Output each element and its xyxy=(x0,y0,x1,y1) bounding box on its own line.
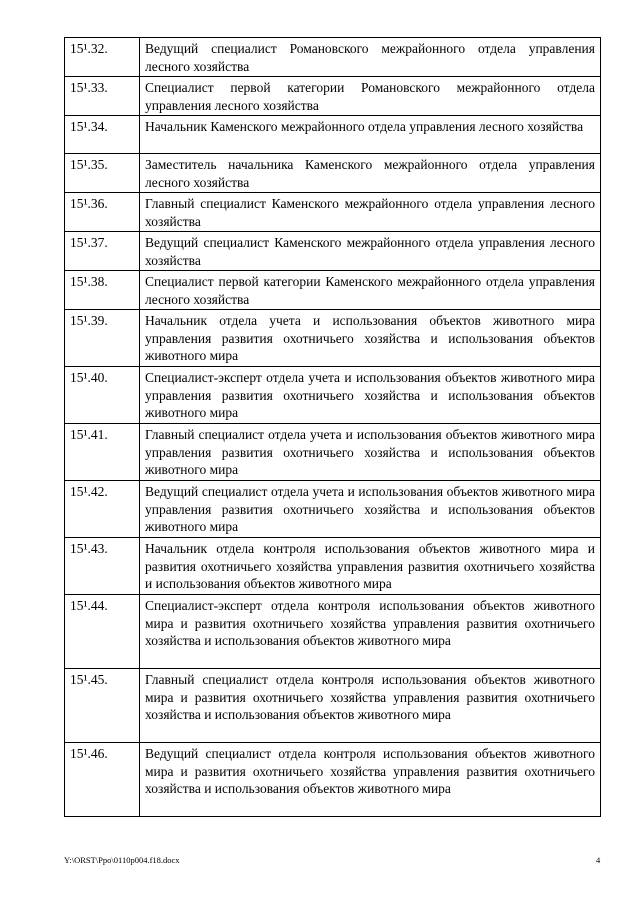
table-row xyxy=(65,271,601,310)
row-number: 15¹.45. xyxy=(65,669,140,743)
table-row xyxy=(65,424,601,481)
position-title: Ведущий специалист отдела контроля использования объектов животного мира и развития охотничьего хозяйства управления развития охотничьего хозяйства и использования объектов животного мира xyxy=(140,743,601,817)
position-title: Начальник отдела учета и использования объектов животного мира управления развития охотничьего хозяйства и использования объектов животного мира xyxy=(140,310,601,367)
table-row xyxy=(65,538,601,595)
row-number: 15¹.41. xyxy=(65,424,140,481)
table-row xyxy=(65,154,601,193)
row-number: 15¹.39. xyxy=(65,310,140,367)
row-number: 15¹.40. xyxy=(65,367,140,424)
row-number: 15¹.34. xyxy=(65,116,140,154)
table-row xyxy=(65,38,601,77)
table-row xyxy=(65,743,601,817)
position-title: Ведущий специалист Романовского межрайонного отдела управления лесного хозяйства xyxy=(140,38,601,77)
table-row xyxy=(65,595,601,669)
table-row xyxy=(65,481,601,538)
row-number: 15¹.33. xyxy=(65,77,140,116)
position-title: Ведущий специалист отдела учета и использования объектов животного мира управления развития охотничьего хозяйства и использования объектов животного мира xyxy=(140,481,601,538)
table-row xyxy=(65,116,601,154)
position-title: Начальник Каменского межрайонного отдела управления лесного хозяйства xyxy=(140,116,601,154)
table-row xyxy=(65,193,601,232)
position-title: Главный специалист Каменского межрайонного отдела управления лесного хозяйства xyxy=(140,193,601,232)
row-number: 15¹.44. xyxy=(65,595,140,669)
footer-file-path: Y:\ORST\Ppo\0110p004.f18.docx xyxy=(64,855,180,865)
row-number: 15¹.46. xyxy=(65,743,140,817)
row-number: 15¹.38. xyxy=(65,271,140,310)
row-number: 15¹.43. xyxy=(65,538,140,595)
positions-table xyxy=(64,37,601,817)
table-row xyxy=(65,310,601,367)
table-row xyxy=(65,232,601,271)
position-title: Главный специалист отдела контроля использования объектов животного мира и развития охотничьего хозяйства управления развития охотничьего хозяйства и использования объектов животного мира xyxy=(140,669,601,743)
row-number: 15¹.36. xyxy=(65,193,140,232)
table-row xyxy=(65,367,601,424)
row-number: 15¹.37. xyxy=(65,232,140,271)
position-title: Специалист-эксперт отдела контроля использования объектов животного мира и развития охотничьего хозяйства управления развития охотничьего хозяйства и использования объектов животного мира xyxy=(140,595,601,669)
position-title: Ведущий специалист Каменского межрайонного отдела управления лесного хозяйства xyxy=(140,232,601,271)
position-title: Специалист-эксперт отдела учета и использования объектов животного мира управления развития охотничьего хозяйства и использования объектов животного мира xyxy=(140,367,601,424)
position-title: Специалист первой категории Романовского межрайонного отдела управления лесного хозяйства xyxy=(140,77,601,116)
positions-table-body xyxy=(65,38,601,817)
table-row xyxy=(65,669,601,743)
position-title: Начальник отдела контроля использования объектов животного мира и развития охотничьего хозяйства управления развития охотничьего хозяйства и использования объектов животного мира xyxy=(140,538,601,595)
position-title: Главный специалист отдела учета и использования объектов животного мира управления развития охотничьего хозяйства и использования объектов животного мира xyxy=(140,424,601,481)
row-number: 15¹.32. xyxy=(65,38,140,77)
footer-page-number: 4 xyxy=(596,855,601,865)
row-number: 15¹.35. xyxy=(65,154,140,193)
row-number: 15¹.42. xyxy=(65,481,140,538)
table-row xyxy=(65,77,601,116)
position-title: Заместитель начальника Каменского межрайонного отдела управления лесного хозяйства xyxy=(140,154,601,193)
position-title: Специалист первой категории Каменского межрайонного отдела управления лесного хозяйства xyxy=(140,271,601,310)
